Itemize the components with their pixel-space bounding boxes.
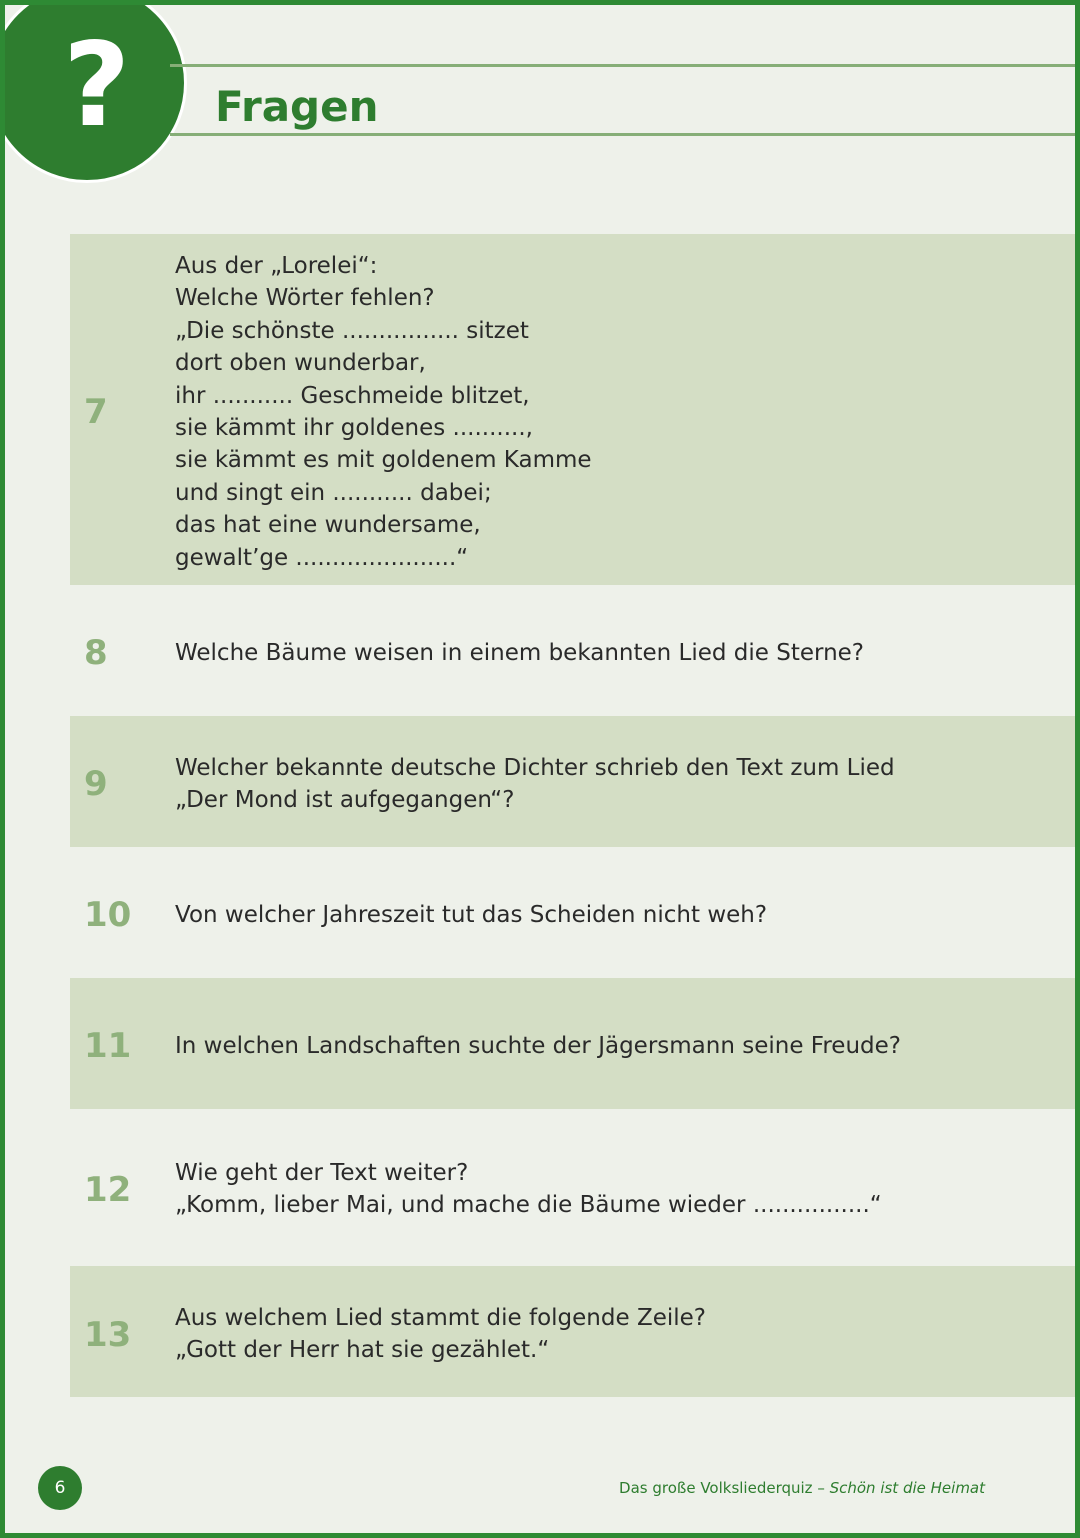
footer-title xyxy=(619,1477,985,1499)
question-number: 7 xyxy=(84,392,108,432)
question-line: Welche Bäume weisen in einem bekannten Lied die Sterne? xyxy=(175,640,865,666)
question-line: „Die schönste ................ sitzet xyxy=(175,317,529,344)
question-text xyxy=(175,899,1055,931)
question-text xyxy=(175,1030,1055,1062)
header-rule-top xyxy=(170,64,1075,67)
question-number: 12 xyxy=(84,1170,132,1210)
question-number: 8 xyxy=(84,633,108,673)
question-text xyxy=(175,1157,1055,1222)
question-line: „Gott der Herr hat sie gezählet.“ xyxy=(175,1337,550,1364)
question-line: und singt ein ........... dabei; xyxy=(175,479,492,506)
question-number: 11 xyxy=(84,1026,132,1066)
question-line: In welchen Landschaften suchte der Jägersmann seine Freude? xyxy=(175,1033,901,1059)
question-8 xyxy=(70,585,1075,716)
question-11 xyxy=(70,978,1075,1109)
question-13 xyxy=(70,1266,1075,1397)
question-line: gewalt’ge ......................“ xyxy=(175,544,469,571)
question-line: dort oben wunderbar, xyxy=(175,350,426,377)
question-7 xyxy=(70,234,1075,585)
question-12 xyxy=(70,1109,1075,1266)
question-line: Aus der „Lorelei“: xyxy=(175,253,378,279)
question-line: Von welcher Jahreszeit tut das Scheiden nicht weh? xyxy=(175,902,768,928)
page-number: 6 xyxy=(38,1466,82,1510)
question-mark-icon: ? xyxy=(63,18,131,153)
page-title: Fragen xyxy=(215,82,379,131)
question-line: Welche Wörter fehlen? xyxy=(175,285,435,312)
question-line: Aus welchem Lied stammt die folgende Zeile? xyxy=(175,1305,706,1331)
book-title: Das große Volksliederquiz – xyxy=(619,1479,830,1497)
question-text xyxy=(175,637,1055,669)
question-number: 13 xyxy=(84,1315,132,1355)
question-line: ihr ........... Geschmeide blitzet, xyxy=(175,382,530,409)
question-9 xyxy=(70,716,1075,847)
question-line: sie kämmt ihr goldenes .........., xyxy=(175,415,533,442)
question-10 xyxy=(70,847,1075,978)
question-text xyxy=(175,250,1055,574)
question-number: 9 xyxy=(84,764,108,804)
question-text xyxy=(175,752,1055,817)
question-line: Welcher bekannte deutsche Dichter schrieb den Text zum Lied xyxy=(175,755,895,781)
question-number: 10 xyxy=(84,895,132,935)
question-line: „Komm, lieber Mai, und mache die Bäume wieder ................“ xyxy=(175,1192,882,1219)
question-line: Wie geht der Text weiter? xyxy=(175,1160,469,1186)
book-subtitle: Schön ist die Heimat xyxy=(829,1479,985,1497)
question-text xyxy=(175,1302,1055,1367)
question-line: „Der Mond ist aufgegangen“? xyxy=(175,787,515,814)
question-line: das hat eine wundersame, xyxy=(175,512,481,539)
question-line: sie kämmt es mit goldenem Kamme xyxy=(175,447,592,474)
